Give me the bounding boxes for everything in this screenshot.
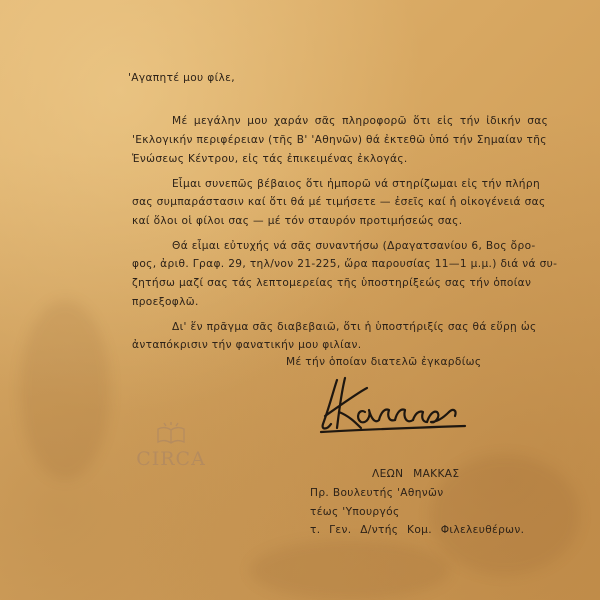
paragraph-line: Μέ μεγάλην μου χαράν σᾶς πληροφορῶ ὅτι εἰς τήν ἰδικήν σας: [172, 115, 549, 127]
open-book-icon: [156, 422, 186, 448]
paragraph-line: καί ὅλοι οἱ φίλοι σας — μέ τόν σταυρόν προτιμήσεώς σας.: [132, 215, 463, 227]
watermark-text: CIRCA: [136, 448, 206, 470]
signatory-title: τ. Γεν. Δ/ντής Κομ. Φιλελευθέρων.: [310, 524, 525, 536]
paper-stain: [20, 300, 110, 480]
paragraph-line: 'Εκλογικήν περιφέρειαν (τῆς Β' 'Αθηνῶν) θά ἐκτεθῶ ὑπό τήν Σημαίαν τῆς: [132, 134, 547, 146]
paragraph-line: φος, ἀριθ. Γραφ. 29, τηλ/νον 21-225, ὥρα παρουσίας 11—1 μ.μ.) διά νά συ-: [132, 258, 558, 270]
signatory-title: Πρ. Βουλευτής 'Αθηνῶν: [310, 487, 444, 499]
paper-stain: [250, 540, 450, 600]
paragraph-line: ἀνταπόκρισιν τήν φανατικήν μου φιλίαν.: [132, 339, 362, 351]
paragraph-line: σας συμπαράστασιν καί ὅτι θά μέ τιμήσετε — ἐσεῖς καί ἡ οἰκογένειά σας: [132, 196, 546, 208]
salutation: 'Αγαπητέ μου φίλε,: [128, 72, 235, 84]
circa-watermark: [128, 422, 214, 482]
signatory-title: τέως 'Υπουργός: [310, 506, 400, 518]
signatory-name: ΛΕΩΝ ΜΑΚΚΑΣ: [372, 468, 460, 480]
paragraph-line: προεξοφλῶ.: [132, 296, 199, 308]
handwritten-signature: [315, 372, 475, 440]
paragraph-line: Δι' ἕν πρᾶγμα σᾶς διαβεβαιῶ, ὅτι ἡ ὑποστήριξίς σας θά εὕρῃ ὡς: [172, 321, 537, 333]
paragraph-line: ζητήσω μαζί σας τάς λεπτομερείας τῆς ὑποστηρίξεώς σας τήν ὁποίαν: [132, 277, 532, 289]
closing-line: Μέ τήν ὁποίαν διατελῶ ἐγκαρδίως: [286, 356, 482, 368]
paragraph-line: Θά εἶμαι εὐτυχής νά σᾶς συναντήσω (Δραγατσανίου 6, Βος ὄρο-: [172, 240, 536, 252]
paragraph-line: Ἑνώσεως Κέντρου, εἰς τάς ἐπικειμένας ἐκλογάς.: [132, 153, 408, 165]
paragraph-line: Εἶμαι συνεπῶς βέβαιος ὅτι ἠμπορῶ νά στηρίζωμαι εἰς τήν πλήρη: [172, 178, 541, 190]
